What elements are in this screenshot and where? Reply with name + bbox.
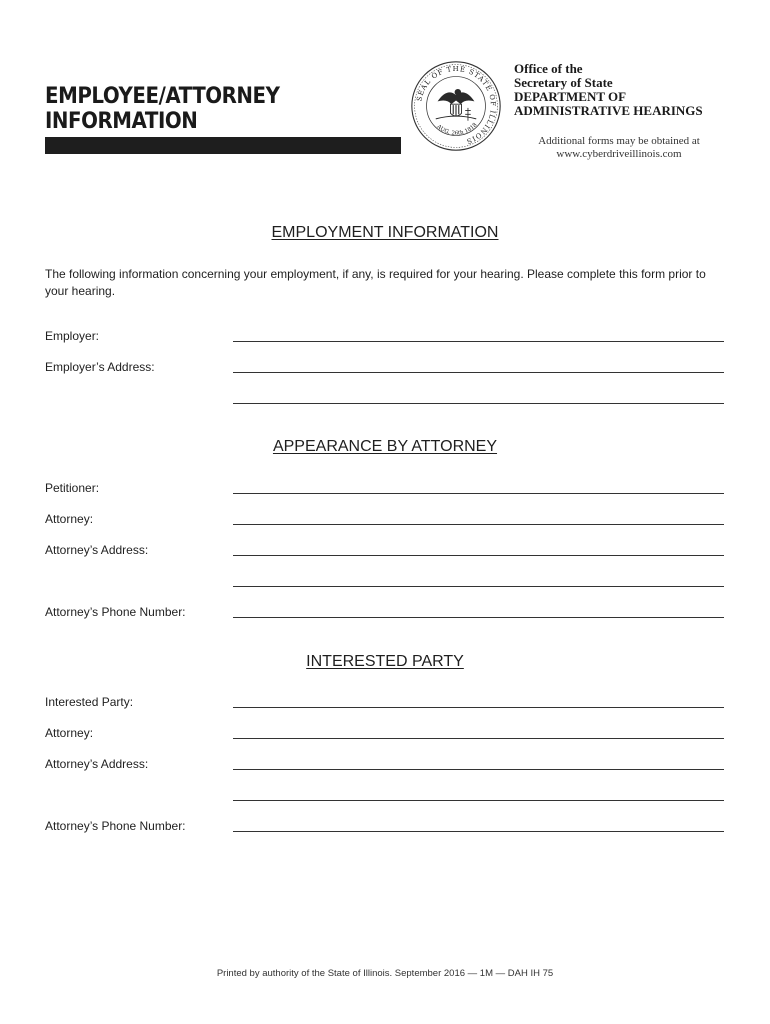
petitioner-field[interactable] xyxy=(233,493,724,494)
form-title xyxy=(45,84,280,134)
office-line-4: ADMINISTRATIVE HEARINGS xyxy=(514,103,703,118)
attorney-address-field-2[interactable] xyxy=(233,586,724,587)
attorney-phone-label: Attorney’s Phone Number: xyxy=(45,605,186,619)
ip-attorney-label: Attorney: xyxy=(45,726,94,740)
ip-attorney-address-field-2[interactable] xyxy=(233,800,724,801)
form-title-line-1: EMPLOYEE/ATTORNEY xyxy=(45,84,280,109)
employer-address-field-1[interactable] xyxy=(233,372,724,373)
ip-attorney-address-label: Attorney’s Address: xyxy=(45,757,149,771)
form-title-line-2: INFORMATION xyxy=(45,109,198,134)
ip-attorney-field[interactable] xyxy=(233,738,724,739)
forms-note xyxy=(514,135,724,161)
interested-party-label: Interested Party: xyxy=(45,695,134,709)
office-line-3: DEPARTMENT OF xyxy=(514,89,627,104)
employment-intro: The following information concerning your employment, if any, is required for your hearing. Please complete this form prior to your hearing. xyxy=(45,267,706,298)
seal-date-text: AUG. 26th 1818 xyxy=(435,122,479,137)
employer-label: Employer: xyxy=(45,329,100,343)
attorney-address-field-1[interactable] xyxy=(233,555,724,556)
attorney-field[interactable] xyxy=(233,524,724,525)
attorney-heading: APPEARANCE BY ATTORNEY xyxy=(272,438,498,455)
forms-note-line-1: Additional forms may be obtained at xyxy=(538,135,700,147)
office-line-2: Secretary of State xyxy=(514,75,613,90)
ip-attorney-address-field-1[interactable] xyxy=(233,769,724,770)
interested-party-heading: INTERESTED PARTY xyxy=(306,653,464,670)
ip-attorney-phone-field[interactable] xyxy=(233,831,724,832)
attorney-phone-field[interactable] xyxy=(233,617,724,618)
interested-party-field[interactable] xyxy=(233,707,724,708)
title-bar xyxy=(45,137,401,154)
seal-ring-text: SEAL OF THE STATE OF ILLINOIS xyxy=(415,65,498,146)
employer-address-label: Employer’s Address: xyxy=(45,360,155,374)
employer-address-field-2[interactable] xyxy=(233,403,724,404)
petitioner-label: Petitioner: xyxy=(45,481,100,495)
svg-text:AUG. 26th 1818 xyxy=(435,122,479,137)
forms-note-url[interactable]: www.cyberdriveillinois.com xyxy=(556,148,682,160)
footer-note: Printed by authority of the State of Illinois. September 2016 — 1M — DAH IH 75 xyxy=(216,968,554,979)
employer-field[interactable] xyxy=(233,341,724,342)
state-seal-icon xyxy=(410,60,502,152)
attorney-address-label: Attorney’s Address: xyxy=(45,543,149,557)
office-line-1: Office of the xyxy=(514,61,583,76)
ip-attorney-phone-label: Attorney’s Phone Number: xyxy=(45,819,186,833)
office-block xyxy=(514,62,703,118)
employment-heading: EMPLOYMENT INFORMATION xyxy=(271,224,499,241)
attorney-label: Attorney: xyxy=(45,512,94,526)
